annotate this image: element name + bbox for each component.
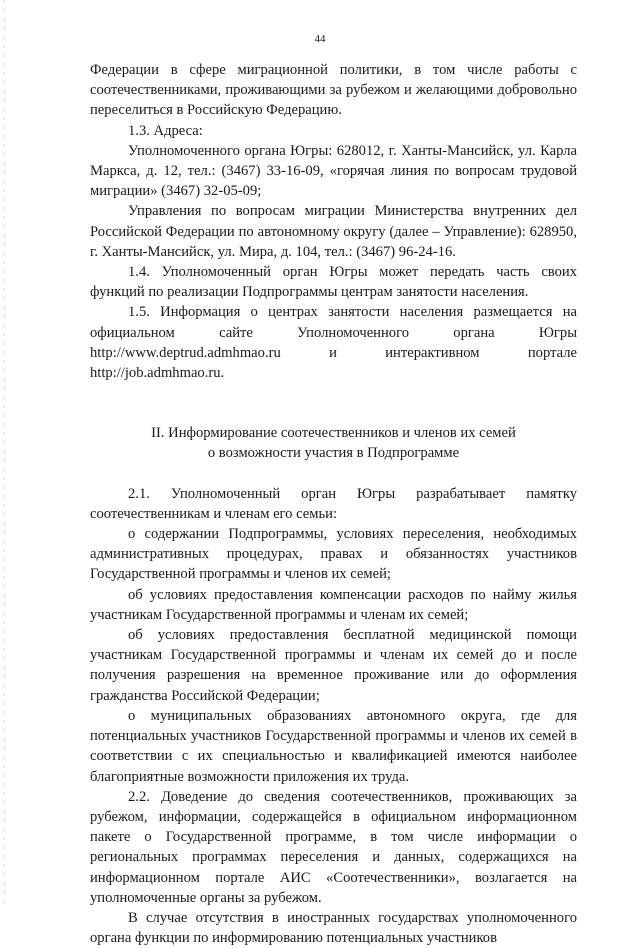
page-number: 44: [314, 33, 326, 45]
section-gap: [90, 383, 577, 423]
paragraph-address-migration: Управления по вопросам миграции Министерства внутренних дел Российской Федерации по автономному округу (далее – Управление): 628950, г. Ханты-Мансийск, ул. Мира, д. 104, тел.: (3467) 96-24-16.: [90, 203, 577, 260]
paragraph-1-5: 1.5. Информация о центрах занятости населения размещается на официальном сайте Уполномоченного органа Югры http://www.deptrud.admhmao.ru и интерактивном портале http://job.admhmao.ru.: [90, 304, 577, 382]
paragraph-2-2: 2.2. Доведение до сведения соотечественников, проживающих за рубежом, информации, содержащейся в официальном информационном пакете о Государственной программе, в том числе информации о региональных программах переселения и данных, содержащихся на информационном портале АИС «Соотечественники», возлагается на уполномоченные органы за рубежом.: [90, 788, 577, 906]
paragraph-1-3-addresses: 1.3. Адреса:: [128, 122, 203, 139]
paragraph-2-1: 2.1. Уполномоченный орган Югры разрабатывает памятку соотечественникам и членам его семьи:: [90, 485, 577, 522]
paragraph-absence-of-agency: В случае отсутствия в иностранных государствах уполномоченного органа функции по информированию потенциальных участников: [90, 909, 577, 947]
section-heading-line-2: о возможности участия в Подпрограмме: [207, 445, 460, 462]
paragraph-1-4: 1.4. Уполномоченный орган Югры может передать часть своих функций по реализации Подпрограммы центрам занятости населения.: [90, 264, 577, 301]
paragraph-continuation: Федерации в сфере миграционной политики, в том числе работы с соотечественниками, проживающими за рубежом и желающими добровольно переселиться в Российскую Федерацию.: [90, 62, 577, 119]
list-item-program-content: о содержании Подпрограммы, условиях переселения, необходимых административных процедурах, правах и обязанностях участников Государственной программы и членов их семей;: [90, 526, 577, 583]
section-gap: [90, 464, 577, 484]
list-item-housing-compensation: об условиях предоставления компенсации расходов по найму жилья участникам Государственной программы и членам их семей;: [90, 586, 577, 623]
list-item-municipalities: о муниципальных образованиях автономного округа, где для потенциальных участников Государственной программы и членов их семей в соответствии с их специальностью и квалификацией имеются наиболее благоприятные возможности приложения их труда.: [90, 707, 577, 785]
scan-margin-artifact: [4, 0, 5, 905]
paragraph-address-yugra: Уполномоченного органа Югры: 628012, г. Ханты-Мансийск, ул. Карла Маркса, д. 12, тел.: (3467) 33-16-09, «горячая линия по вопросам трудовой миграции» (3467) 32-05-09;: [90, 142, 577, 200]
list-item-medical-care: об условиях предоставления бесплатной медицинской помощи участникам Государственной программы и членам их семей до и после получения разрешения на временное проживание или до оформления гражданства Российской Федерации;: [90, 627, 577, 704]
section-heading-line-1: II. Информирование соотечественников и членов их семей: [151, 425, 516, 442]
document-body: [90, 60, 577, 948]
